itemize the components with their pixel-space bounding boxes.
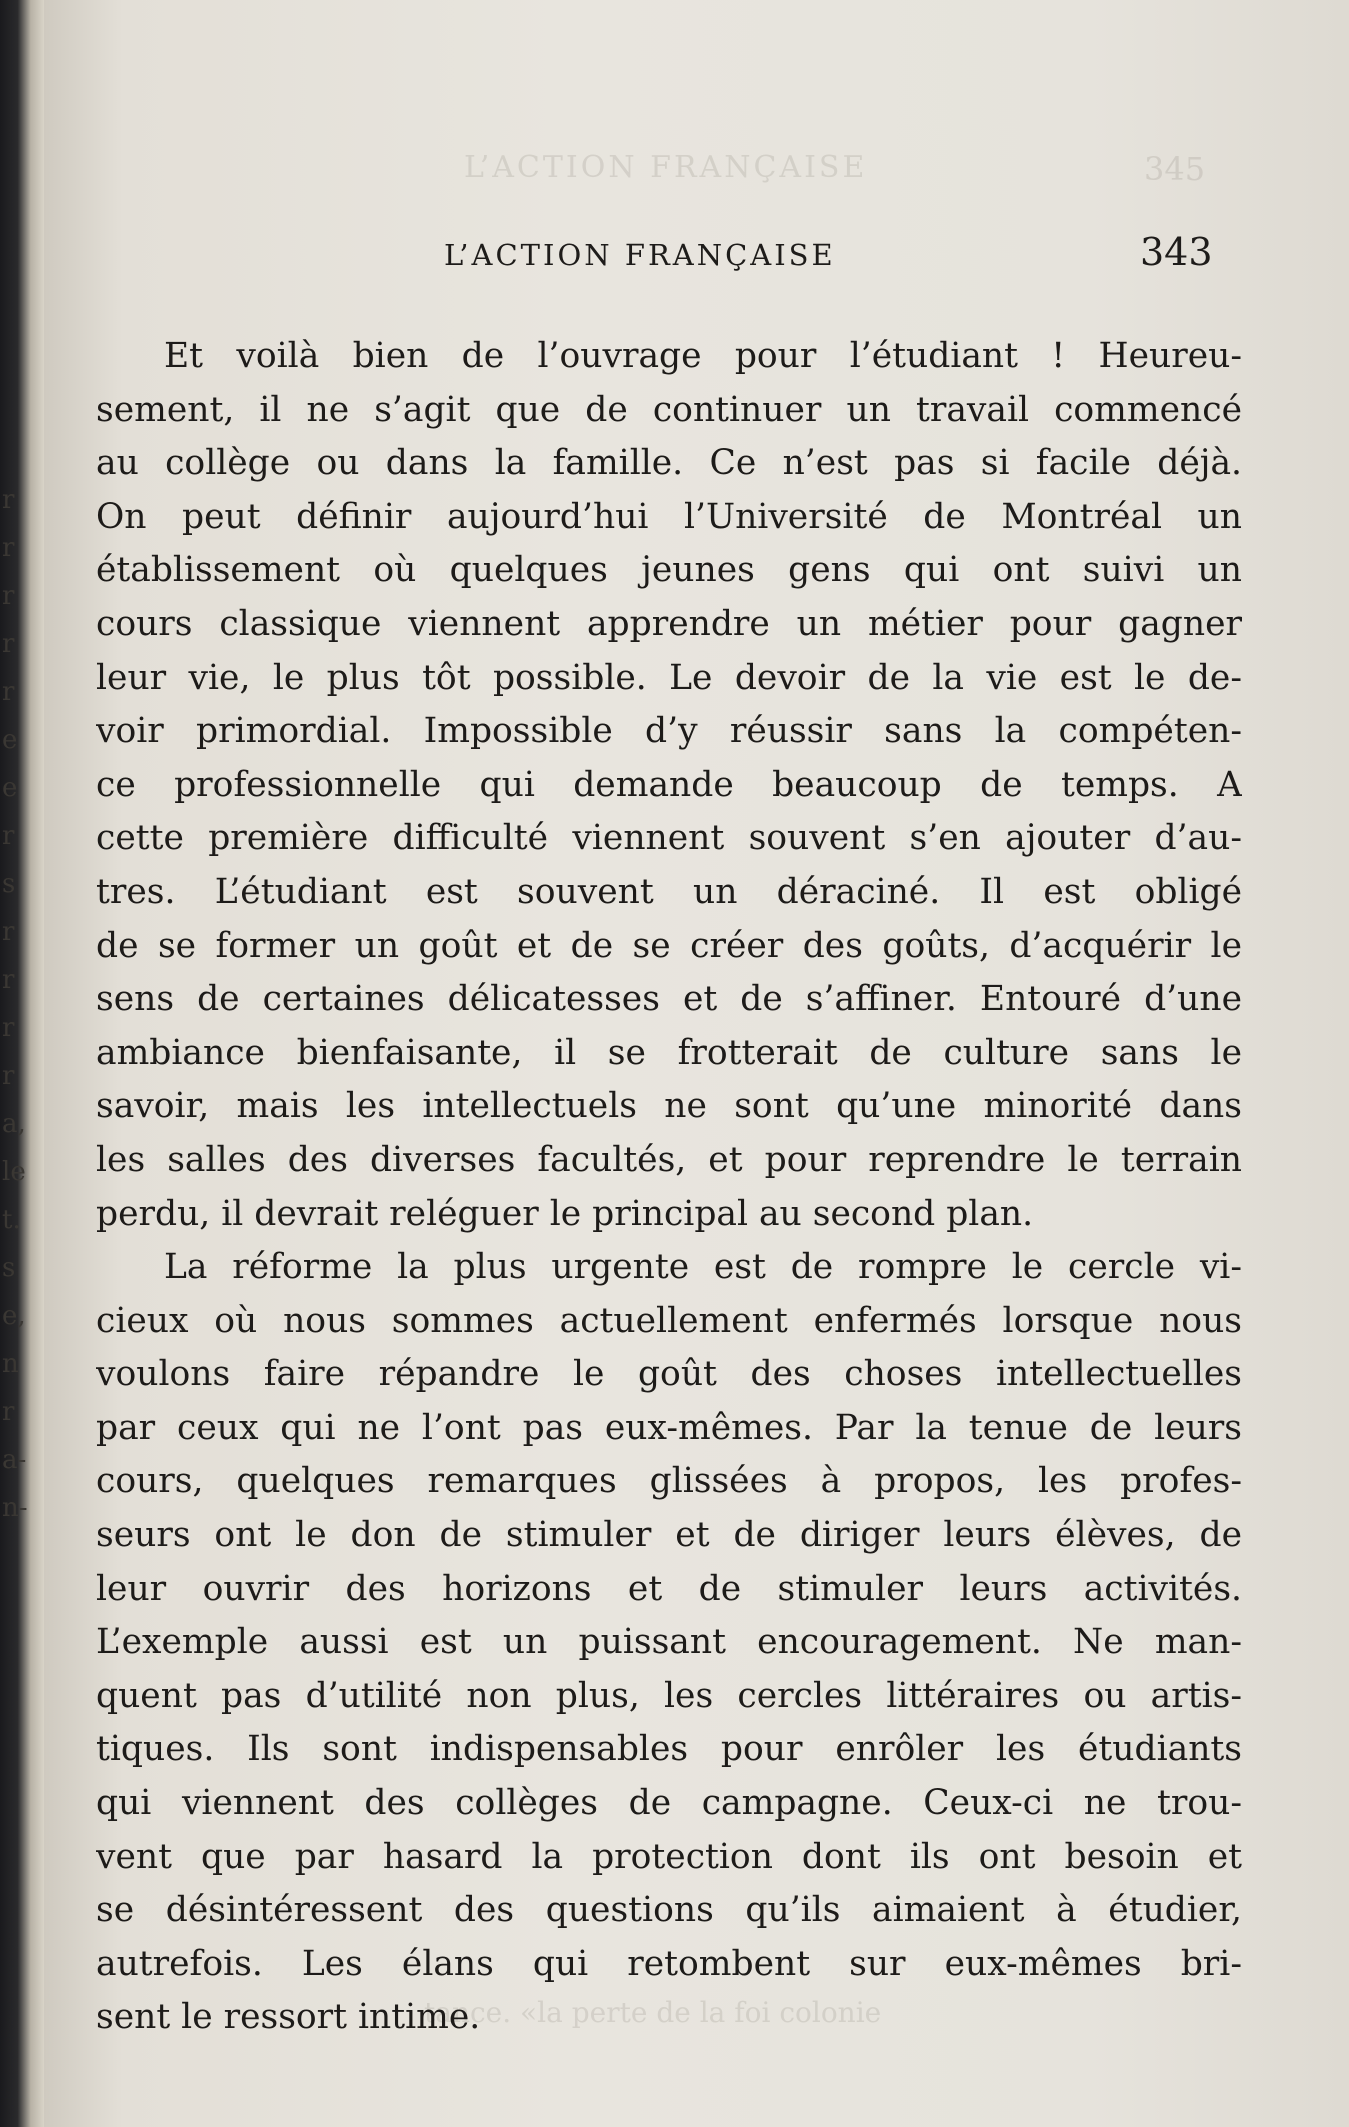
- text-line: tiques. Ils sont indispensables pour enrôler les étudiants: [96, 1729, 1242, 1770]
- text-line: sent le ressort intime.: [96, 1997, 481, 2038]
- facing-page-fragment: r: [2, 677, 15, 707]
- text-line: sement, il ne s’agit que de continuer un travail commencé: [96, 389, 1242, 430]
- text-line: établissement où quelques jeunes gens qui ont suivi un: [96, 550, 1242, 591]
- text-line: cours classique viennent apprendre un métier pour gagner: [96, 603, 1242, 644]
- text-line: tres. L’étudiant est souvent un déraciné. Il est obligé: [96, 871, 1242, 912]
- text-line: ambiance bienfaisante, il se frotterait de culture sans le: [96, 1032, 1242, 1073]
- facing-page-fragment: a,: [2, 1109, 26, 1139]
- facing-page-fragment: r: [2, 1397, 15, 1427]
- text-line: quent pas d’utilité non plus, les cercles littéraires ou artis-: [96, 1675, 1242, 1716]
- facing-page-edge: [0, 0, 44, 2127]
- text-line: Et voilà bien de l’ouvrage pour l’étudiant ! Heureu-: [164, 336, 1242, 376]
- facing-page-fragment: r: [2, 581, 15, 611]
- facing-page-fragment: r: [2, 1061, 15, 1091]
- text-line: perdu, il devrait reléguer le principal au second plan.: [96, 1193, 1034, 1234]
- paragraph-1: [96, 330, 1242, 1241]
- facing-page-fragment: r: [2, 533, 15, 563]
- facing-page-fragment: e: [2, 773, 18, 803]
- page-number: 343: [1140, 230, 1213, 274]
- text-line: vent que par hasard la protection dont ils ont besoin et: [96, 1836, 1242, 1877]
- facing-page-fragment: e,: [2, 1301, 26, 1331]
- facing-page-fragment: le: [2, 1157, 26, 1187]
- text-line: leur ouvrir des horizons et de stimuler leurs activités.: [96, 1568, 1242, 1609]
- text-line: par ceux qui ne l’ont pas eux-mêmes. Par la tenue de leurs: [96, 1407, 1242, 1448]
- facing-page-fragment: s: [2, 869, 16, 899]
- text-line: sens de certaines délicatesses et de s’affiner. Entouré d’une: [96, 979, 1242, 1020]
- page-body: [96, 330, 1242, 2045]
- facing-page-fragment: e: [2, 725, 18, 755]
- text-line: voulons faire répandre le goût des choses intellectuelles: [96, 1354, 1242, 1395]
- show-through-bottom-text: tance. «la perte de la foi colonie: [424, 1996, 882, 2029]
- show-through-header: L’ACTION FRANÇAISE: [464, 150, 868, 185]
- show-through-number: 345: [1144, 150, 1206, 188]
- text-line: cours, quelques remarques glissées à propos, les profes-: [96, 1461, 1242, 1502]
- text-line: cette première difficulté viennent souvent s’en ajouter d’au-: [96, 818, 1242, 859]
- text-line: de se former un goût et de se créer des goûts, d’acquérir le: [96, 925, 1242, 966]
- text-line: seurs ont le don de stimuler et de diriger leurs élèves, de: [96, 1515, 1242, 1556]
- text-line: les salles des diverses facultés, et pour reprendre le terrain: [96, 1139, 1242, 1180]
- facing-page-fragment: r: [2, 965, 15, 995]
- text-line: L’exemple aussi est un puissant encouragement. Ne man-: [96, 1622, 1242, 1663]
- facing-page-fragment: r: [2, 629, 15, 659]
- text-line: savoir, mais les intellectuels ne sont qu’une minorité dans: [96, 1086, 1242, 1127]
- text-line: se désintéressent des questions qu’ils aimaient à étudier,: [96, 1890, 1242, 1931]
- paragraph-2: [96, 1241, 1242, 2045]
- facing-page-fragment: r: [2, 821, 15, 851]
- facing-page-fragment: r: [2, 1013, 15, 1043]
- text-line: La réforme la plus urgente est de rompre le cercle vi-: [164, 1247, 1242, 1288]
- text-line: voir primordial. Impossible d’y réussir sans la compéten-: [96, 711, 1242, 752]
- text-line: cieux où nous sommes actuellement enfermés lorsque nous: [96, 1300, 1242, 1341]
- text-line: au collège ou dans la famille. Ce n’est pas si facile déjà.: [96, 443, 1242, 484]
- facing-page-fragment: t.: [2, 1205, 21, 1235]
- running-head: L’ACTION FRANÇAISE: [444, 238, 836, 272]
- text-line: leur vie, le plus tôt possible. Le devoir de la vie est le de-: [96, 657, 1242, 698]
- text-line: qui viennent des collèges de campagne. Ceux-ci ne trou-: [96, 1783, 1242, 1824]
- facing-page-fragment: s: [2, 1253, 16, 1283]
- facing-page-fragment: r: [2, 485, 15, 515]
- facing-page-fragment: n-: [2, 1493, 28, 1523]
- facing-page-fragment: a-: [2, 1445, 27, 1475]
- text-line: autrefois. Les élans qui retombent sur eux-mêmes bri-: [96, 1943, 1242, 1984]
- text-line: ce professionnelle qui demande beaucoup de temps. A: [96, 764, 1242, 805]
- facing-page-fragment: r: [2, 917, 15, 947]
- book-page: [44, 0, 1349, 2127]
- facing-page-fragment: n: [2, 1349, 19, 1379]
- text-line: On peut définir aujourd’hui l’Université de Montréal un: [96, 496, 1242, 537]
